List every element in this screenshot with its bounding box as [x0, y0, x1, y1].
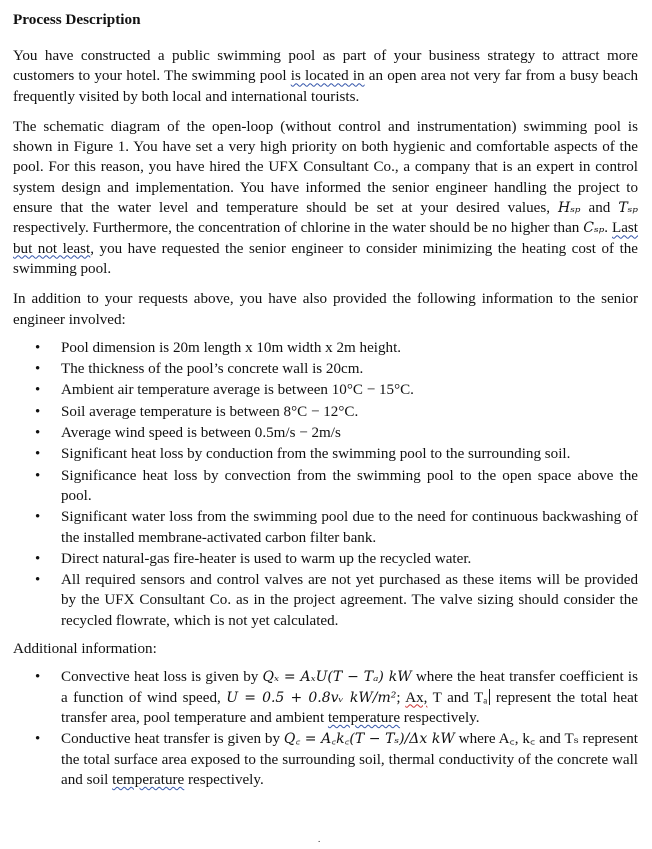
grammar-flag: is located in	[290, 68, 365, 85]
grammar-flag: Last but not least	[13, 220, 638, 257]
text: respectively.	[184, 771, 264, 788]
list-item: • Pool dimension is 20m length x 10m width x 2m height.	[13, 338, 638, 358]
text: respectively.	[400, 709, 480, 726]
grammar-flag: temperature	[327, 709, 401, 726]
paragraph-requests: In addition to your requests above, you have also provided the following information to the senior engineer involved:	[13, 291, 638, 328]
text: The schematic diagram of the open-loop (without control and instrumentation) swimming pool is shown in Figure 1. You have set a very high priority on both hygienic and comfortable aspects of the pool. For this reason, you have hired the UFX Consultant Co., a company that is an expert in control system design and implementation. You have informed the senior engineer handling the project to ensure that the water level and temperature should be set at your desired values,	[13, 118, 638, 217]
list-item: • Significant heat loss by conduction from the swimming pool to the surrounding soil.	[13, 444, 638, 464]
section-heading: Process Description	[13, 11, 141, 28]
text: where the heat transfer coefficient is a function of wind speed,	[61, 669, 638, 706]
math-csp: Cₛₚ	[583, 220, 605, 237]
text: where A꜀, k꜀ and Tₛ represent the total surface area exposed to the surrounding soil, thermal conductivity of the concrete wall and soil	[61, 731, 638, 788]
list-item: • The thickness of the pool’s concrete wall is 20cm.	[13, 359, 638, 379]
list-item: • Significant water loss from the swimming pool due to the need for continuous backwashing of the installed membrane-activated carbon filter bank.	[13, 507, 638, 548]
paragraph-intro	[13, 46, 638, 107]
text: respectively. Furthermore, the concentration of chlorine in the water should be no higher than	[13, 220, 584, 237]
math-eq-u: U = 0.5 + 0.8vᵥ kW/m²	[226, 689, 397, 706]
text: , you have requested the senior engineer to consider minimizing the heating cost of the swimming pool.	[13, 240, 639, 277]
text: Conductive heat transfer is given by	[61, 731, 284, 748]
list-item: • Soil average temperature is between 8°C − 12°C.	[13, 402, 638, 422]
math-eq-conductive: Q꜀ = A꜀k꜀(T − Tₛ)/Δx kW	[283, 731, 455, 748]
additional-heading: Additional information:	[13, 641, 157, 658]
list-item: • Significance heat loss by convection from the swimming pool to the open space above the pool.	[13, 466, 638, 507]
list-item: • Direct natural-gas fire-heater is used to warm up the recycled water.	[13, 549, 638, 569]
list-item: • All required sensors and control valves are not yet purchased as these items will be provided by the UFX Consultant Co. as in the project agreement. The valve sizing should consider the recycled flowrate, which is not yet calculated.	[13, 570, 638, 631]
list-item: • Average wind speed is between 0.5m/s − 2m/s	[13, 423, 638, 443]
text: an open area not very far from a busy beach frequently visited by both local and international tourists.	[13, 68, 638, 105]
text: ;	[396, 689, 406, 706]
paragraph-schematic	[13, 117, 638, 279]
text: Convective heat loss is given by	[61, 669, 263, 686]
math-tsp: Tₛₚ	[618, 200, 638, 217]
footer-mark: .	[318, 834, 321, 844]
text: .	[604, 220, 612, 237]
math-hsp: Hₛₚ	[558, 200, 581, 217]
info-list	[13, 338, 638, 631]
list-item-convective	[13, 667, 638, 728]
list-item: • Ambient air temperature average is between 10°C − 15°C.	[13, 380, 638, 400]
text: T and Tₐ	[427, 689, 488, 706]
additional-list	[13, 667, 638, 790]
list-item-conductive	[13, 729, 638, 790]
math-eq-convective: Qₓ = AₓU(T − Tₐ) kW	[262, 669, 412, 686]
text: represent the total heat transfer area, pool temperature and ambient	[61, 689, 638, 726]
text: You have constructed a public swimming pool as part of your business strategy to attract more customers to your hotel. The swimming pool	[13, 48, 638, 85]
grammar-flag: temperature	[112, 771, 185, 788]
spelling-flag: Ax,	[405, 689, 428, 706]
text: and	[580, 200, 619, 217]
